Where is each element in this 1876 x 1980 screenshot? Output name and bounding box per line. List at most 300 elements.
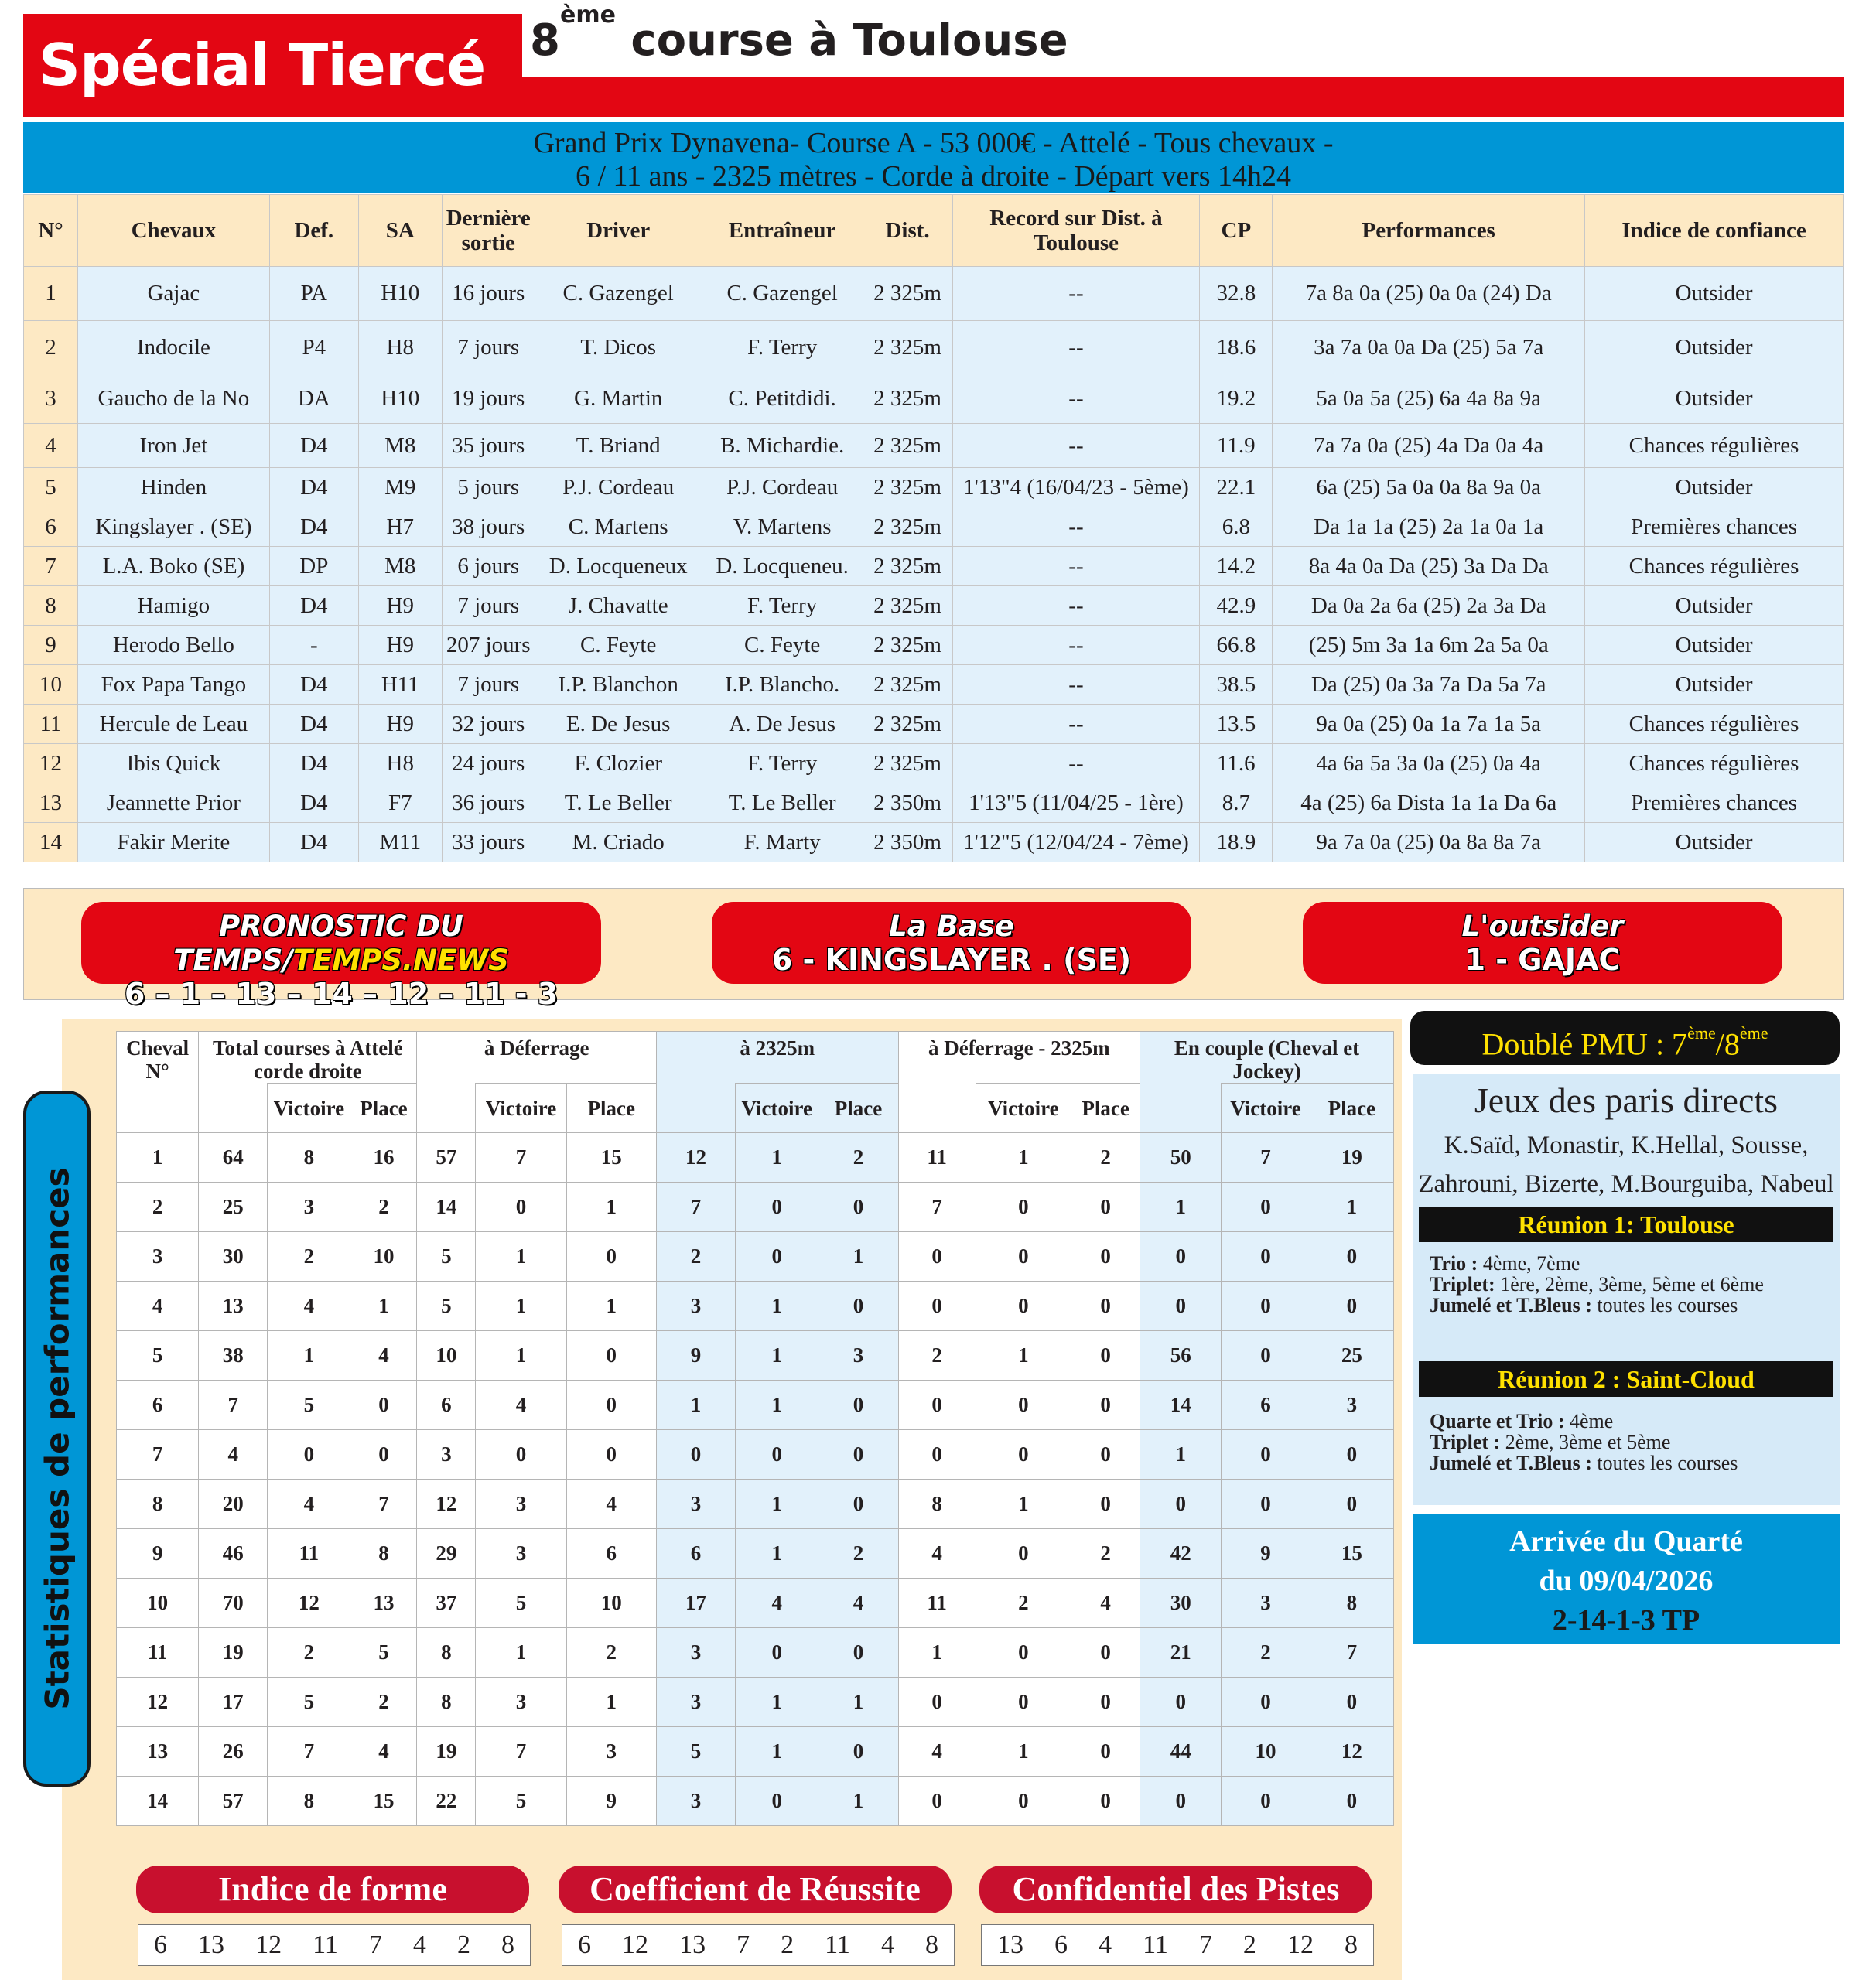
partants-col-header: Record sur Dist. à Toulouse (952, 195, 1200, 267)
la-base-label: La Base (889, 910, 1014, 943)
stats-cell: 2 (350, 1678, 417, 1727)
partant-cell: 9a 7a 0a (25) 0a 8a 8a 7a (1273, 823, 1585, 862)
stats-cell: 0 (566, 1331, 656, 1381)
partant-cell: 1'12"5 (12/04/24 - 7ème) (952, 823, 1200, 862)
partant-cell: 19.2 (1200, 374, 1273, 424)
stats-cell: 0 (736, 1777, 818, 1826)
coefficient-reussite-values (562, 1924, 955, 1966)
partant-cell: Outsider (1585, 321, 1844, 374)
stats-cell: 3 (476, 1529, 566, 1579)
stats-cell: 6 (656, 1529, 735, 1579)
stats-cell: 1 (736, 1529, 818, 1579)
partant-cell: B. Michardie. (702, 424, 863, 468)
stats-cell: 0 (818, 1727, 898, 1777)
stats-cell: 1 (736, 1282, 818, 1331)
partant-cell: H10 (358, 374, 442, 424)
stats-row (117, 1381, 1394, 1430)
partant-cell: D4 (269, 744, 358, 783)
stats-sub-spacer (199, 1084, 268, 1133)
stats-sub-spacer (656, 1084, 735, 1133)
partant-cell: Outsider (1585, 267, 1844, 321)
stats-cell: 5 (268, 1381, 350, 1430)
partant-cell: DA (269, 374, 358, 424)
stats-cell: 3 (417, 1430, 476, 1480)
stats-horse-number: 7 (117, 1430, 199, 1480)
partant-cell: C. Gazengel (535, 267, 702, 321)
stats-cell: 5 (476, 1579, 566, 1628)
partant-cell: -- (952, 547, 1200, 586)
race-title-text: course à Toulouse (615, 15, 1068, 66)
stats-horse-number: 2 (117, 1183, 199, 1232)
horse-number: 2 (1242, 1930, 1256, 1959)
stats-cell: 20 (199, 1480, 268, 1529)
stats-cell: 0 (736, 1232, 818, 1282)
partant-cell: 6.8 (1200, 507, 1273, 547)
stats-cell: 25 (199, 1183, 268, 1232)
stats-row (117, 1480, 1394, 1529)
partant-cell: - (269, 626, 358, 665)
partant-cell: 3 (24, 374, 78, 424)
stats-cell: 3 (1310, 1381, 1393, 1430)
stats-cell: 0 (976, 1529, 1071, 1579)
stats-cell: 0 (1222, 1282, 1310, 1331)
stats-h-cheval: Cheval N° (117, 1032, 199, 1133)
jeux-cities-line-2: Zahrouni, Bizerte, M.Bourguiba, Nabeul (1418, 1170, 1834, 1198)
partants-col-header: Driver (535, 195, 702, 267)
stats-horse-number: 3 (117, 1232, 199, 1282)
stats-cell: 0 (898, 1232, 976, 1282)
stats-cell: 1 (818, 1232, 898, 1282)
partant-cell: 9a 0a (25) 0a 1a 7a 1a 5a (1273, 705, 1585, 744)
stats-cell: 3 (656, 1282, 735, 1331)
stats-subheader-row (117, 1084, 1394, 1133)
partant-cell: T. Le Beller (702, 783, 863, 823)
horse-number: 11 (313, 1930, 338, 1959)
stats-cell: 0 (1071, 1331, 1140, 1381)
partant-cell: Hinden (77, 468, 269, 507)
stats-cell: 1 (566, 1282, 656, 1331)
partant-cell: A. De Jesus (702, 705, 863, 744)
stats-row (117, 1727, 1394, 1777)
stats-cell: 8 (898, 1480, 976, 1529)
stats-cell: 0 (350, 1430, 417, 1480)
stats-cell: 0 (1071, 1678, 1140, 1727)
partant-cell: D4 (269, 424, 358, 468)
stats-cell: 6 (566, 1529, 656, 1579)
stats-cell: 2 (268, 1628, 350, 1678)
arrivee-title: Arrivée du Quarté (1509, 1525, 1743, 1558)
partant-row (24, 705, 1844, 744)
stats-cell: 0 (566, 1232, 656, 1282)
stats-sub-place: Place (1071, 1084, 1140, 1133)
partant-cell: 11.9 (1200, 424, 1273, 468)
partant-cell: 2 350m (863, 783, 952, 823)
stats-cell: 57 (417, 1133, 476, 1183)
partant-cell: P.J. Cordeau (702, 468, 863, 507)
partant-cell: 4a 6a 5a 3a 0a (25) 0a 4a (1273, 744, 1585, 783)
stats-cell: 7 (898, 1183, 976, 1232)
reunion-2-header: Réunion 2 : Saint-Cloud (1419, 1361, 1833, 1397)
partant-cell: M9 (358, 468, 442, 507)
partant-cell: Outsider (1585, 374, 1844, 424)
partant-cell: F. Marty (702, 823, 863, 862)
outsider-label: L'outsider (1461, 910, 1624, 943)
horse-number: 4 (1099, 1930, 1112, 1959)
stats-cell: 0 (1222, 1331, 1310, 1381)
stats-cell: 1 (736, 1480, 818, 1529)
stats-cell: 8 (268, 1777, 350, 1826)
stats-cell: 0 (736, 1183, 818, 1232)
partant-cell: -- (952, 374, 1200, 424)
partant-cell: F. Terry (702, 744, 863, 783)
partant-cell: 7 jours (442, 586, 535, 626)
stats-cell: 15 (1310, 1529, 1393, 1579)
partant-cell: E. De Jesus (535, 705, 702, 744)
partant-cell: M11 (358, 823, 442, 862)
stats-row (117, 1331, 1394, 1381)
partant-cell: Da 1a 1a (25) 2a 1a 0a 1a (1273, 507, 1585, 547)
stats-cell: 1 (1140, 1430, 1222, 1480)
stats-cell: 0 (1310, 1480, 1393, 1529)
stats-cell: 17 (656, 1579, 735, 1628)
stats-cell: 3 (656, 1678, 735, 1727)
stats-cell: 9 (566, 1777, 656, 1826)
horse-number: 7 (368, 1930, 382, 1959)
stats-cell: 1 (566, 1183, 656, 1232)
partant-cell: 2 325m (863, 507, 952, 547)
partant-cell: 33 jours (442, 823, 535, 862)
partant-cell: G. Martin (535, 374, 702, 424)
stats-row (117, 1777, 1394, 1826)
stats-cell: 8 (350, 1529, 417, 1579)
stats-side-title: Statistiques de performances (38, 1167, 76, 1710)
stats-sub-victoire: Victoire (736, 1084, 818, 1133)
stats-row (117, 1282, 1394, 1331)
stats-cell: 1 (736, 1381, 818, 1430)
partant-cell: 10 (24, 665, 78, 705)
stats-cell: 12 (268, 1579, 350, 1628)
partant-cell: 1'13"4 (16/04/23 - 5ème) (952, 468, 1200, 507)
stats-cell: 0 (1071, 1430, 1140, 1480)
stats-cell: 0 (1310, 1430, 1393, 1480)
partant-cell: 7a 7a 0a (25) 4a Da 0a 4a (1273, 424, 1585, 468)
stats-sub-victoire: Victoire (268, 1084, 350, 1133)
partant-cell: T. Le Beller (535, 783, 702, 823)
stats-cell: 8 (417, 1628, 476, 1678)
partant-cell: 5a 0a 5a (25) 6a 4a 8a 9a (1273, 374, 1585, 424)
partant-cell: D4 (269, 507, 358, 547)
partant-cell: Iron Jet (77, 424, 269, 468)
stats-cell: 3 (818, 1331, 898, 1381)
stats-cell: 0 (1071, 1628, 1140, 1678)
partant-cell: -- (952, 744, 1200, 783)
partant-cell: D. Locqueneux (535, 547, 702, 586)
partant-cell: 1'13"5 (11/04/25 - 1ère) (952, 783, 1200, 823)
stats-horse-number: 9 (117, 1529, 199, 1579)
stats-cell: 9 (656, 1331, 735, 1381)
partant-cell: 66.8 (1200, 626, 1273, 665)
partant-cell: Gajac (77, 267, 269, 321)
stats-sub-victoire: Victoire (1222, 1084, 1310, 1133)
stats-cell: 8 (1310, 1579, 1393, 1628)
stats-cell: 4 (818, 1579, 898, 1628)
horse-number: 6 (578, 1930, 592, 1959)
stats-cell: 4 (268, 1480, 350, 1529)
partant-cell: 7 jours (442, 321, 535, 374)
partant-cell: 38 jours (442, 507, 535, 547)
partant-row (24, 507, 1844, 547)
stats-horse-number: 6 (117, 1381, 199, 1430)
stats-cell: 0 (898, 1282, 976, 1331)
partant-row (24, 374, 1844, 424)
partant-cell: C. Martens (535, 507, 702, 547)
partant-row (24, 665, 1844, 705)
partant-cell: Outsider (1585, 468, 1844, 507)
conditions-line-1: Grand Prix Dynavena- Course A - 53 000€ - Attelé - Tous chevaux - (533, 127, 1334, 159)
race-conditions-banner (23, 122, 1844, 193)
partant-cell: Chances régulières (1585, 424, 1844, 468)
race-number-suffix: ème (559, 2, 616, 29)
stats-cell: 30 (199, 1232, 268, 1282)
stats-cell: 14 (417, 1183, 476, 1232)
partant-cell: F. Clozier (535, 744, 702, 783)
partant-row (24, 626, 1844, 665)
stats-cell: 0 (1140, 1282, 1222, 1331)
stats-cell: 0 (818, 1628, 898, 1678)
partant-cell: 3a 7a 0a 0a Da (25) 5a 7a (1273, 321, 1585, 374)
stats-cell: 2 (350, 1183, 417, 1232)
stats-cell: 64 (199, 1133, 268, 1183)
pronostic-temps-label: PRONOSTIC DU TEMPS/TEMPS.NEWS (173, 910, 509, 977)
partant-cell: D4 (269, 586, 358, 626)
stats-cell: 0 (1222, 1480, 1310, 1529)
partant-cell: 2 325m (863, 321, 952, 374)
stats-cell: 3 (268, 1183, 350, 1232)
arrivee-quarte-panel (1413, 1514, 1840, 1644)
stats-cell: 3 (656, 1777, 735, 1826)
stats-cell: 0 (1222, 1678, 1310, 1727)
partant-cell: 13.5 (1200, 705, 1273, 744)
stats-cell: 0 (736, 1430, 818, 1480)
partant-cell: 16 jours (442, 267, 535, 321)
stats-cell: 0 (656, 1430, 735, 1480)
stats-cell: 5 (417, 1232, 476, 1282)
stats-cell: 0 (736, 1628, 818, 1678)
stats-cell: 2 (818, 1133, 898, 1183)
partant-cell: 8.7 (1200, 783, 1273, 823)
partant-cell: 2 (24, 321, 78, 374)
outsider-value: 1 - GAJAC (1464, 943, 1621, 977)
stats-cell: 13 (199, 1282, 268, 1331)
stats-cell: 6 (417, 1381, 476, 1430)
la-base-value: 6 - KINGSLAYER . (SE) (771, 943, 1132, 977)
partant-cell: D4 (269, 665, 358, 705)
outsider-pill (1303, 902, 1782, 984)
partant-cell: Kingslayer . (SE) (77, 507, 269, 547)
stats-horse-number: 12 (117, 1678, 199, 1727)
stats-cell: 0 (976, 1232, 1071, 1282)
reunion-1-header: Réunion 1: Toulouse (1419, 1207, 1833, 1242)
partant-cell: F. Terry (702, 321, 863, 374)
stats-cell: 2 (976, 1579, 1071, 1628)
stats-cell: 25 (1310, 1331, 1393, 1381)
partant-cell: D4 (269, 705, 358, 744)
stats-cell: 19 (1310, 1133, 1393, 1183)
arrivee-date: du 09/04/2026 (1539, 1565, 1714, 1597)
partant-cell: 9 (24, 626, 78, 665)
partant-cell: 36 jours (442, 783, 535, 823)
stats-cell: 12 (417, 1480, 476, 1529)
stats-horse-number: 4 (117, 1282, 199, 1331)
partant-cell: Outsider (1585, 626, 1844, 665)
partant-cell: Herodo Bello (77, 626, 269, 665)
stats-cell: 0 (476, 1183, 566, 1232)
stats-cell: 0 (976, 1628, 1071, 1678)
stats-h-def-dist: à Déferrage - 2325m (898, 1032, 1140, 1084)
partant-cell: -- (952, 507, 1200, 547)
stats-cell: 1 (476, 1282, 566, 1331)
stats-horse-number: 14 (117, 1777, 199, 1826)
stats-cell: 2 (268, 1232, 350, 1282)
horse-number: 13 (997, 1930, 1024, 1959)
partant-cell: -- (952, 705, 1200, 744)
stats-horse-number: 5 (117, 1331, 199, 1381)
partant-cell: -- (952, 665, 1200, 705)
confidentiel-pistes-pill: Confidentiel des Pistes (979, 1866, 1372, 1913)
horse-number: 12 (1287, 1930, 1314, 1959)
jeux-title: Jeux des paris directs (1474, 1080, 1779, 1120)
stats-cell: 5 (417, 1282, 476, 1331)
stats-cell: 6 (1222, 1381, 1310, 1430)
stats-cell: 3 (656, 1628, 735, 1678)
partants-col-header: Indice de confiance (1585, 195, 1844, 267)
stats-cell: 2 (566, 1628, 656, 1678)
partant-row (24, 424, 1844, 468)
stats-cell: 0 (1310, 1777, 1393, 1826)
stats-cell: 0 (898, 1430, 976, 1480)
partant-cell: D4 (269, 468, 358, 507)
stats-cell: 4 (898, 1529, 976, 1579)
stats-h-deferrage: à Déferrage (417, 1032, 657, 1084)
stats-cell: 3 (566, 1727, 656, 1777)
partant-cell: -- (952, 267, 1200, 321)
stats-cell: 44 (1140, 1727, 1222, 1777)
stats-cell: 21 (1140, 1628, 1222, 1678)
partant-row (24, 744, 1844, 783)
stats-h-dist: à 2325m (656, 1032, 898, 1084)
stats-row (117, 1430, 1394, 1480)
partants-col-header: Def. (269, 195, 358, 267)
reunion-1-details: Trio : 4ème, 7ème Triplet: 1ère, 2ème, 3ème, 5ème et 6ème Jumelé et T.Bleus : toutes les courses (1430, 1252, 1764, 1316)
stats-cell: 50 (1140, 1133, 1222, 1183)
partant-cell: -- (952, 321, 1200, 374)
partant-cell: H9 (358, 586, 442, 626)
partant-cell: 6 jours (442, 547, 535, 586)
partant-cell: 35 jours (442, 424, 535, 468)
stats-cell: 0 (1140, 1777, 1222, 1826)
stats-sub-place: Place (1310, 1084, 1393, 1133)
arrivee-result: 2-14-1-3 TP (1552, 1604, 1700, 1637)
partant-cell: 7 (24, 547, 78, 586)
partant-cell: Hamigo (77, 586, 269, 626)
stats-cell: 7 (1310, 1628, 1393, 1678)
stats-cell: 3 (476, 1678, 566, 1727)
horse-number: 8 (1344, 1930, 1358, 1959)
stats-cell: 37 (417, 1579, 476, 1628)
stats-cell: 42 (1140, 1529, 1222, 1579)
stats-cell: 0 (1071, 1480, 1140, 1529)
stats-cell: 8 (417, 1678, 476, 1727)
partant-cell: F7 (358, 783, 442, 823)
partant-cell: -- (952, 424, 1200, 468)
stats-cell: 0 (1310, 1232, 1393, 1282)
stats-cell: 1 (976, 1727, 1071, 1777)
horse-number: 11 (825, 1930, 850, 1959)
stats-horse-number: 10 (117, 1579, 199, 1628)
stats-cell: 16 (350, 1133, 417, 1183)
stats-cell: 0 (976, 1678, 1071, 1727)
partant-row (24, 321, 1844, 374)
partant-cell: 7a 8a 0a (25) 0a 0a (24) Da (1273, 267, 1585, 321)
partants-table (23, 194, 1844, 862)
stats-cell: 7 (199, 1381, 268, 1430)
stats-cell: 0 (1071, 1232, 1140, 1282)
partant-cell: Chances régulières (1585, 547, 1844, 586)
stats-cell: 0 (1140, 1678, 1222, 1727)
horse-number: 6 (154, 1930, 168, 1959)
stats-table (116, 1031, 1394, 1826)
stats-cell: 13 (350, 1579, 417, 1628)
stats-cell: 12 (1310, 1727, 1393, 1777)
partant-row (24, 823, 1844, 862)
partant-cell: Hercule de Leau (77, 705, 269, 744)
partant-cell: 4a (25) 6a Dista 1a 1a Da 6a (1273, 783, 1585, 823)
partants-col-header: N° (24, 195, 78, 267)
reunion-2-details: Quarte et Trio : 4ème Triplet : 2ème, 3ème et 5ème Jumelé et T.Bleus : toutes les courses (1430, 1410, 1738, 1474)
partant-cell: 2 325m (863, 665, 952, 705)
partant-cell: 32 jours (442, 705, 535, 744)
pronostic-temps-pill (81, 902, 601, 1011)
stats-cell: 0 (476, 1430, 566, 1480)
partants-header-row (24, 195, 1844, 267)
stats-cell: 0 (976, 1183, 1071, 1232)
stats-cell: 10 (566, 1579, 656, 1628)
stats-side-tab (23, 1091, 91, 1787)
stats-cell: 2 (1071, 1529, 1140, 1579)
stats-sub-spacer (898, 1084, 976, 1133)
horse-number: 7 (1198, 1930, 1212, 1959)
jeux-cities-line-1: K.Saïd, Monastir, K.Hellal, Sousse, (1444, 1132, 1809, 1159)
partant-row (24, 267, 1844, 321)
stats-sub-spacer (1140, 1084, 1222, 1133)
stats-horse-number: 11 (117, 1628, 199, 1678)
stats-cell: 0 (898, 1381, 976, 1430)
stats-cell: 0 (1222, 1232, 1310, 1282)
la-base-pill (712, 902, 1191, 984)
partant-cell: 42.9 (1200, 586, 1273, 626)
stats-cell: 5 (350, 1628, 417, 1678)
partant-cell: -- (952, 626, 1200, 665)
stats-sub-spacer (417, 1084, 476, 1133)
partant-cell: 2 325m (863, 626, 952, 665)
stats-cell: 0 (1222, 1183, 1310, 1232)
stats-cell: 0 (1071, 1183, 1140, 1232)
partant-cell: 13 (24, 783, 78, 823)
stats-cell: 1 (736, 1727, 818, 1777)
partant-cell: T. Dicos (535, 321, 702, 374)
stats-cell: 0 (818, 1480, 898, 1529)
stats-cell: 0 (350, 1381, 417, 1430)
